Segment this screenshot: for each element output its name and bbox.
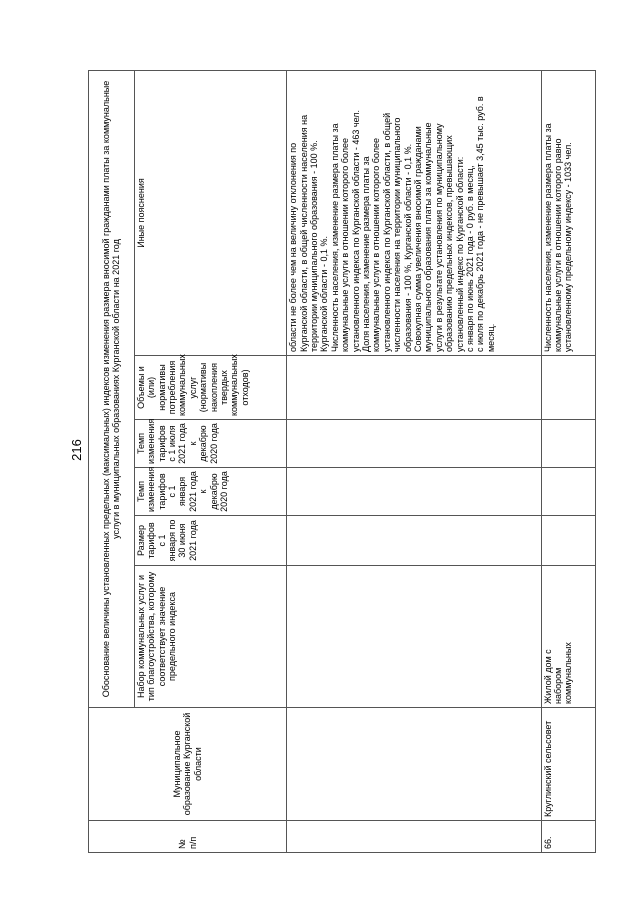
notes-line: установленный индекс по Курганской области: [454,156,465,352]
notes-line: коммунальные услуги в отношении которого более [340,138,351,352]
service-set-line: коммунальных [563,642,574,704]
cell-volumes [541,356,595,420]
cell-municipality: Круглинский сельсовет [541,708,595,821]
cell-volumes [287,356,542,420]
header-service-set: Набор коммунальных услуг и тип благоустройства, которому соответствует значение предельного индекса [134,566,286,708]
notes-line: образования - 100 %, Курганской области - 0,1 %. [402,143,413,352]
notes-line: с июля по декабрь 2021 года - не превышает 3,45 тыс. руб. в [475,96,486,352]
notes-line: Доля населения, изменение размера платы за [360,156,371,352]
header-group-title: Обоснование величины установленных предельных (максимальных) индексов изменения размера вносимой гражданами платы за коммунальные услуги в муниципальных образованиях Курганской области на 2021 год [89,71,135,708]
notes-line: образованию предельных индексов, превышающих [444,135,455,352]
index-justification-table [88,70,596,853]
notes-line: услуги в результате установления по муниципальному [433,123,444,352]
notes-line: Курганской области - 0,1 %. [319,236,330,352]
cell-service-set [541,566,595,708]
notes-line: муниципального образования платы за коммунальные [423,122,434,352]
cell-number [287,821,542,853]
notes-line: установленного индекса по Курганской области - 463 чел. [350,109,361,352]
notes-line: с января по июнь 2021 года - 0 руб. в месяц, [465,165,476,352]
notes-line: Совокупная сумма увеличения вносимой гражданами [412,126,423,352]
cell-notes [541,71,595,356]
notes-line: коммунальные услуги в отношении которого равно [553,138,564,352]
cell-rate-july [287,420,542,468]
notes-line: территории муниципального образования - 100 %. [308,140,319,352]
header-tariff-size: Размер тарифов с 1 января по 30 июня 2021 года [134,516,286,566]
notes-line: Численность населения, изменение размера платы за [329,123,340,352]
notes-line: месяц. [485,323,496,352]
cell-rate-january [287,468,542,516]
notes-line: численности населения на территории муниципального [392,117,403,352]
notes-line: коммунальные услуги в отношении которого более [371,138,382,352]
cell-municipality [287,708,542,821]
page-number: 216 [69,439,84,461]
notes-line: области не более чем на величину отклонения по [288,142,299,352]
service-set-line: Жилой дом с [542,649,553,704]
header-rate-july: Темп изменения тарифов с 1 июля 2021 года к декабрю 2020 года [134,420,286,468]
service-set-line: набором [553,667,564,704]
header-notes: Иные пояснения [134,71,286,356]
header-volumes: Объемы и (или) нормативы потребления коммунальных услуг (нормативы накопления твердых коммунальных отходов) [134,356,286,420]
header-rate-january: Темп изменения тарифов с 1 января 2021 года к декабрю 2020 года [134,468,286,516]
header-municipality: Муниципальное образование Курганской области [89,708,287,821]
table-row [541,71,595,853]
notes-line: Курганской области, в общей численности населения на [298,114,309,352]
cell-number: 66. [541,821,595,853]
cell-tariff-size [287,516,542,566]
cell-rate-january [541,468,595,516]
cell-rate-july [541,420,595,468]
cell-service-set [287,566,542,708]
header-number: № п/п [89,821,287,853]
notes-line: установленного индекса по Курганской области, в общей [381,112,392,352]
cell-tariff-size [541,516,595,566]
notes-line: установленному предельному индексу - 1033 чел. [563,142,574,352]
notes-line: Численность населения, изменение размера платы за [542,123,553,352]
cell-notes [287,71,542,356]
table-row [287,71,542,853]
